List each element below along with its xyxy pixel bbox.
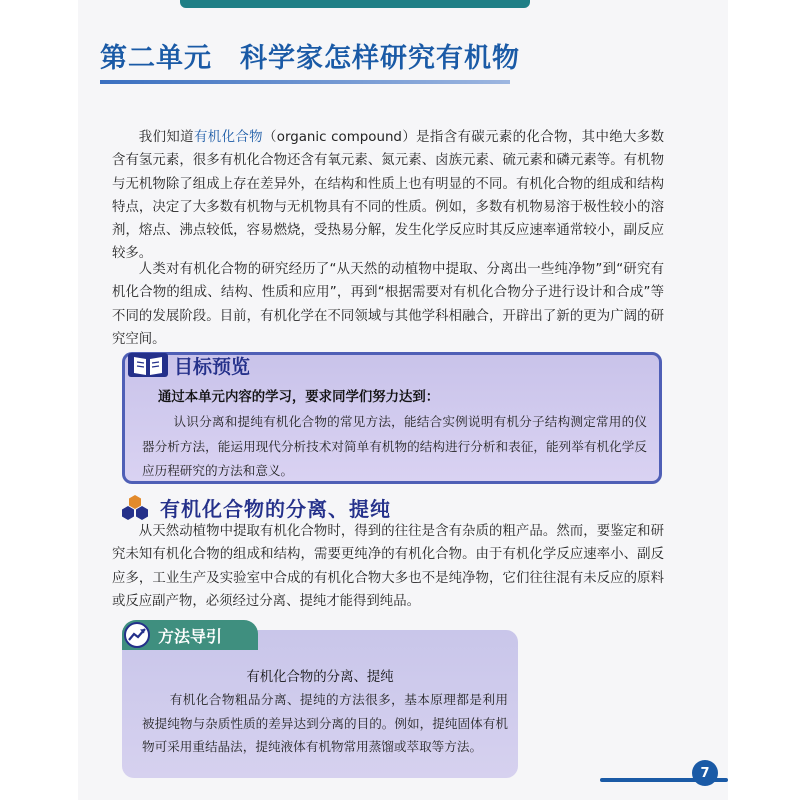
goal-preview-header bbox=[128, 350, 258, 380]
intro-term-highlight: 有机化合物 bbox=[193, 130, 263, 145]
title-underline bbox=[100, 80, 510, 84]
open-book-icon bbox=[128, 351, 168, 379]
section-paragraph: 从天然动植物中提取有机化合物时，得到的往往是含有杂质的粗产品。然而，要鉴定和研究未知有机化合物的组成和结构，需要更纯净的有机化合物。由于有机化学反应速率小、副反应多，工业生产及实验室中合成的有机化合物大多也不是纯净物，它们往往混有未反应的原料或反应副产物，必须经过分离、提纯才能得到纯品。 bbox=[112, 524, 664, 609]
section-title: 有机化合物的分离、提纯 bbox=[160, 496, 391, 521]
method-guide-heading: 有机化合物的分离、提纯 bbox=[246, 670, 394, 685]
trend-arrow-icon bbox=[122, 621, 152, 649]
intro-text-post: （organic compound）是指含有碳元素的化合物，其中绝大多数含有氢元素，很多有机化合物还含有氧元素、氮元素、卤族元素、硫元素和磷元素等。有机物与无机物除了组成上存在差异外，在结构和性质上也有明显的不同。有机化合物的组成和结构特点，决定了大多数有机物与无机物具有不同的性质。例如，多数有机物易溶于极性较小的溶剂，熔点、沸点较低，容易燃烧，受热易分解，发生化学反应时其反应速率通常较小，副反应较多。 bbox=[112, 130, 665, 262]
goal-preview-intro: 通过本单元内容的学习，要求同学们努力达到： bbox=[158, 390, 440, 405]
goal-preview-text: 认识分离和提纯有机化合物的常见方法，能结合实例说明有机分子结构测定常用的仪器分析方法，能运用现代分析技术对简单有机物的结构进行分析和表征，能列举有机化学反应历程研究的方法和意义。 bbox=[142, 414, 647, 478]
method-guide-tab bbox=[122, 620, 258, 650]
intro-text-pre: 我们知道 bbox=[138, 130, 194, 145]
page-number: 7 bbox=[692, 760, 718, 786]
hexagon-cluster-icon bbox=[120, 494, 150, 520]
goal-preview-title: 目标预览 bbox=[174, 355, 251, 378]
unit-title bbox=[100, 30, 660, 80]
section-heading bbox=[120, 490, 540, 524]
intro-paragraph bbox=[112, 126, 664, 266]
history-paragraph: 人类对有机化合物的研究经历了“从天然的动植物中提取、分离出一些纯净物”到“研究有机化合物的组成、结构、性质和应用”，再到“根据需要对有机化合物分子进行设计和合成”等不同的发展阶段。目前，有机化学在不同领域与其他学科相融合，开辟出了新的更为广阔的研究空间。 bbox=[112, 262, 664, 347]
unit-title-text: 第二单元 科学家怎样研究有机物 bbox=[100, 42, 520, 74]
method-guide-title: 方法导引 bbox=[158, 626, 223, 646]
method-guide-text: 有机化合物粗品分离、提纯的方法很多，基本原理都是利用被提纯物与杂质性质的差异达到分离的目的。例如，提纯固体有机物可采用重结晶法，提纯液体有机物常用蒸馏或萃取等方法。 bbox=[142, 692, 508, 754]
top-decoration-bar bbox=[180, 0, 530, 8]
